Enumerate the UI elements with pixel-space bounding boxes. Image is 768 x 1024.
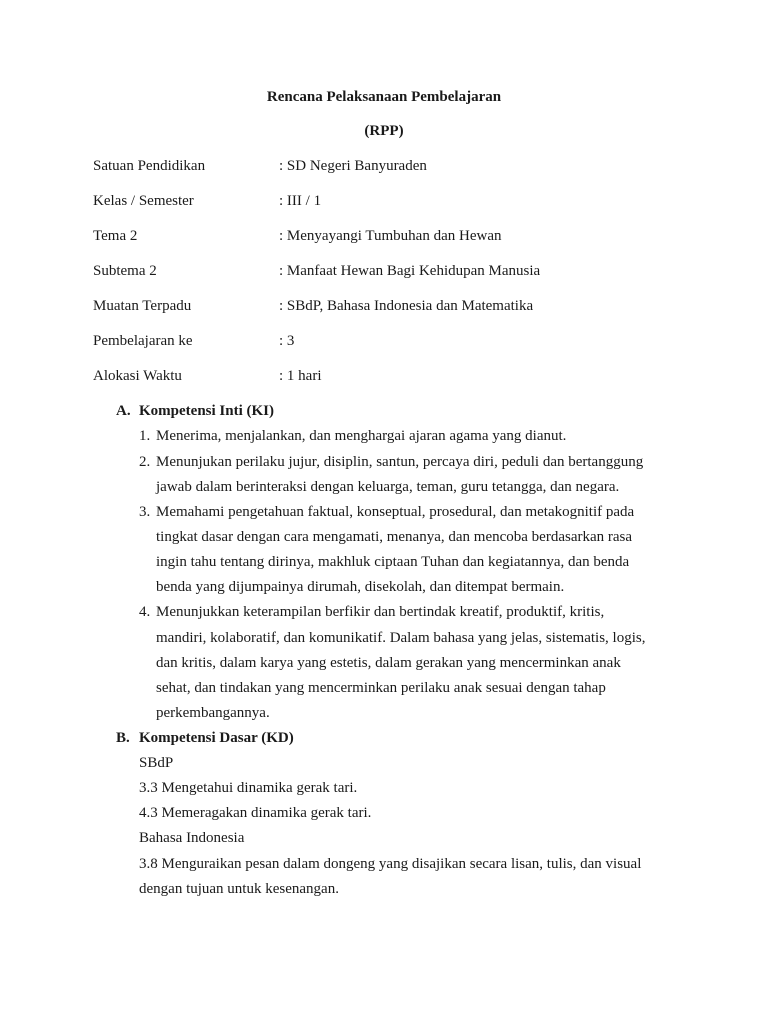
- list-number: 1.: [139, 428, 151, 444]
- identity-label: Alokasi Waktu: [93, 368, 182, 384]
- identity-label: Pembelajaran ke: [93, 333, 193, 349]
- section-title: Kompetensi Dasar (KD): [139, 730, 294, 746]
- kd-item: 4.3 Memeragakan dinamika gerak tari.: [139, 805, 372, 821]
- identity-value: : SD Negeri Banyuraden: [279, 158, 427, 174]
- identity-label: Subtema 2: [93, 263, 157, 279]
- identity-label: Muatan Terpadu: [93, 298, 192, 314]
- list-item-line: Menerima, menjalankan, dan menghargai ajaran agama yang dianut.: [156, 428, 567, 444]
- list-item-line: dan kritis, dalam karya yang estetis, dalam gerakan yang mencerminkan anak: [156, 655, 621, 671]
- list-item-line: perkembangannya.: [156, 705, 270, 721]
- list-item-line: Menunjukkan keterampilan berfikir dan bertindak kreatif, produktif, kritis,: [156, 604, 605, 620]
- identity-label: Kelas / Semester: [93, 193, 194, 209]
- identity-value: : 1 hari: [279, 368, 322, 384]
- list-item-line: mandiri, kolaboratif, dan komunikatif. Dalam bahasa yang jelas, sistematis, logis,: [156, 630, 646, 646]
- identity-value: : Menyayangi Tumbuhan dan Hewan: [279, 228, 502, 244]
- identity-value: : Manfaat Hewan Bagi Kehidupan Manusia: [279, 263, 541, 279]
- section-title: Kompetensi Inti (KI): [139, 403, 274, 419]
- subject-heading: SBdP: [139, 755, 174, 771]
- list-item-line: sehat, dan tindakan yang mencerminkan perilaku anak sesuai dengan tahap: [156, 680, 606, 696]
- list-item-line: tingkat dasar dengan cara mengamati, menanya, dan mencoba berdasarkan rasa: [156, 529, 633, 545]
- kd-item: 3.8 Menguraikan pesan dalam dongeng yang disajikan secara lisan, tulis, dan visual: [139, 856, 642, 872]
- list-item-line: ingin tahu tentang dirinya, makhluk ciptaan Tuhan dan kegiatannya, dan benda: [156, 554, 630, 570]
- section-letter: B.: [116, 730, 130, 746]
- identity-label: Satuan Pendidikan: [93, 158, 206, 174]
- list-item-line: jawab dalam berinteraksi dengan keluarga, teman, guru tetangga, dan negara.: [156, 479, 620, 495]
- list-number: 2.: [139, 454, 151, 470]
- list-item-line: benda yang dijumpainya dirumah, disekolah, dan ditempat bermain.: [156, 579, 565, 595]
- kd-item: 3.3 Mengetahui dinamika gerak tari.: [139, 780, 358, 796]
- subject-heading: Bahasa Indonesia: [139, 830, 245, 846]
- document-subtitle: (RPP): [364, 123, 404, 139]
- list-number: 4.: [139, 604, 151, 620]
- identity-label: Tema 2: [93, 228, 138, 244]
- identity-value: : III / 1: [279, 193, 322, 209]
- identity-value: : SBdP, Bahasa Indonesia dan Matematika: [279, 298, 534, 314]
- identity-value: : 3: [279, 333, 295, 349]
- list-item-line: Menunjukan perilaku jujur, disiplin, santun, percaya diri, peduli dan bertanggung: [156, 454, 644, 470]
- kd-item: dengan tujuan untuk kesenangan.: [139, 881, 339, 897]
- list-number: 3.: [139, 504, 151, 520]
- section-letter: A.: [116, 403, 131, 419]
- document-title: Rencana Pelaksanaan Pembelajaran: [266, 89, 502, 105]
- list-item-line: Memahami pengetahuan faktual, konseptual, prosedural, dan metakognitif pada: [156, 504, 635, 520]
